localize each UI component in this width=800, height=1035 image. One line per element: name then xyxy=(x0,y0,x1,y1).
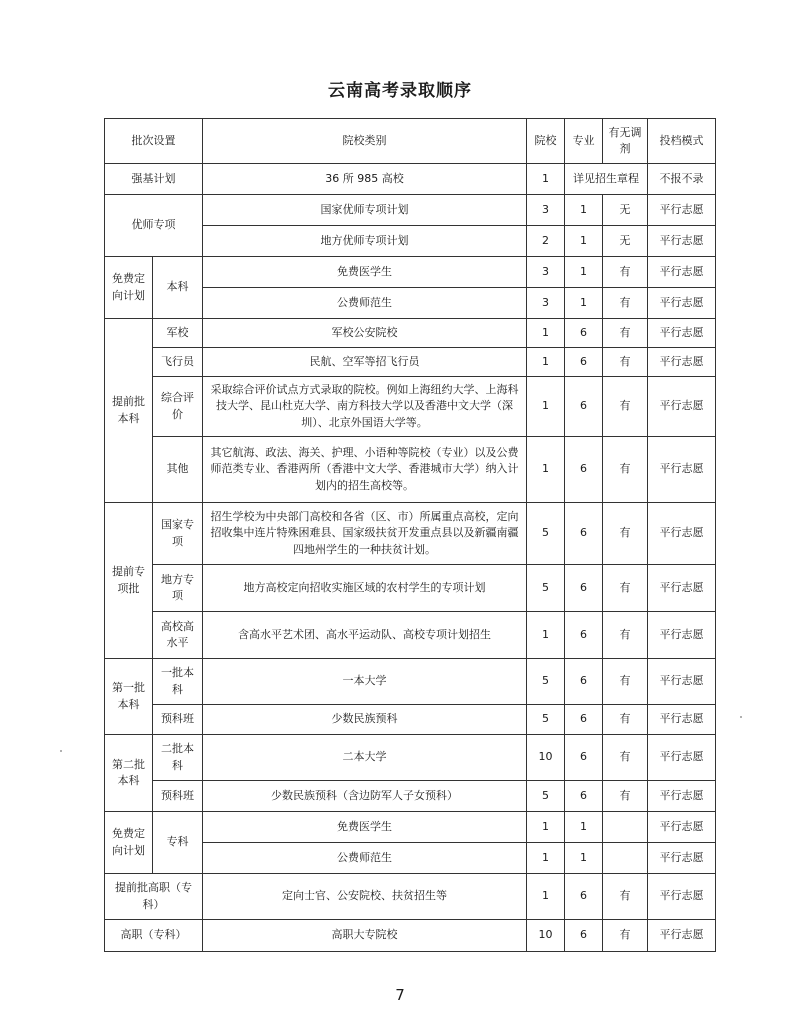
category-cell: 免费医学生 xyxy=(203,812,527,843)
table-row xyxy=(105,705,716,735)
majors-cell: 6 xyxy=(565,565,603,612)
majors-cell: 1 xyxy=(565,226,603,257)
adjust-cell: 有 xyxy=(603,288,648,319)
table-row xyxy=(105,781,716,812)
table-row xyxy=(105,503,716,565)
adjust-cell: 有 xyxy=(603,565,648,612)
mode-cell: 平行志愿 xyxy=(648,226,716,257)
adjust-cell: 有 xyxy=(603,659,648,705)
table-row xyxy=(105,377,716,437)
sub-batch-cell: 预科班 xyxy=(153,705,203,735)
schools-cell: 1 xyxy=(527,348,565,377)
majors-cell: 1 xyxy=(565,288,603,319)
table-row xyxy=(105,437,716,503)
majors-cell: 6 xyxy=(565,612,603,659)
category-cell: 一本大学 xyxy=(203,659,527,705)
header-mode: 投档模式 xyxy=(648,119,716,164)
schools-cell: 1 xyxy=(527,164,565,195)
adjust-cell: 有 xyxy=(603,437,648,503)
majors-cell: 1 xyxy=(565,257,603,288)
adjust-cell: 有 xyxy=(603,257,648,288)
schools-cell: 3 xyxy=(527,257,565,288)
sub-batch-cell: 高校高水平 xyxy=(153,612,203,659)
schools-cell: 3 xyxy=(527,195,565,226)
header-category: 院校类别 xyxy=(203,119,527,164)
adjust-cell xyxy=(603,843,648,874)
schools-cell: 5 xyxy=(527,705,565,735)
majors-cell: 6 xyxy=(565,920,603,952)
mode-cell: 不报不录 xyxy=(648,164,716,195)
mode-cell: 平行志愿 xyxy=(648,705,716,735)
sub-batch-cell: 军校 xyxy=(153,319,203,348)
category-cell: 高职大专院校 xyxy=(203,920,527,952)
adjust-cell: 有 xyxy=(603,874,648,920)
majors-cell: 1 xyxy=(565,195,603,226)
mode-cell: 平行志愿 xyxy=(648,659,716,705)
category-cell: 二本大学 xyxy=(203,735,527,781)
header-majors: 专业 xyxy=(565,119,603,164)
document-title: 云南高考录取顺序 xyxy=(328,81,472,101)
sub-batch-cell: 国家专项 xyxy=(153,503,203,565)
majors-cell: 6 xyxy=(565,874,603,920)
table-row xyxy=(105,920,716,952)
schools-cell: 1 xyxy=(527,812,565,843)
adjust-cell: 有 xyxy=(603,319,648,348)
schools-cell: 5 xyxy=(527,565,565,612)
schools-cell: 5 xyxy=(527,503,565,565)
category-cell: 免费医学生 xyxy=(203,257,527,288)
schools-cell: 5 xyxy=(527,659,565,705)
mode-cell: 平行志愿 xyxy=(648,377,716,437)
mode-cell: 平行志愿 xyxy=(648,781,716,812)
category-cell: 含高水平艺术团、高水平运动队、高校专项计划招生 xyxy=(203,612,527,659)
sub-batch-cell: 一批本科 xyxy=(153,659,203,705)
mode-cell: 平行志愿 xyxy=(648,874,716,920)
sub-batch-cell: 飞行员 xyxy=(153,348,203,377)
adjust-cell xyxy=(603,812,648,843)
mode-cell: 平行志愿 xyxy=(648,288,716,319)
schools-cell: 1 xyxy=(527,874,565,920)
majors-cell: 1 xyxy=(565,812,603,843)
scan-speck xyxy=(740,716,742,718)
mode-cell: 平行志愿 xyxy=(648,843,716,874)
majors-cell: 6 xyxy=(565,705,603,735)
batch-cell: 免费定向计划 xyxy=(105,812,153,874)
category-cell: 公费师范生 xyxy=(203,843,527,874)
batch-cell: 强基计划 xyxy=(105,164,203,195)
batch-cell: 第二批本科 xyxy=(105,735,153,812)
admission-order-table xyxy=(104,118,716,952)
category-cell: 36 所 985 高校 xyxy=(203,164,527,195)
majors-cell: 6 xyxy=(565,377,603,437)
table-row xyxy=(105,874,716,920)
mode-cell: 平行志愿 xyxy=(648,195,716,226)
majors-cell: 6 xyxy=(565,781,603,812)
majors-cell: 6 xyxy=(565,437,603,503)
adjust-cell: 有 xyxy=(603,781,648,812)
mode-cell: 平行志愿 xyxy=(648,920,716,952)
sub-batch-cell: 地方专项 xyxy=(153,565,203,612)
mode-cell: 平行志愿 xyxy=(648,348,716,377)
span-note-cell: 详见招生章程 xyxy=(565,164,648,195)
majors-cell: 6 xyxy=(565,659,603,705)
sub-batch-cell: 专科 xyxy=(153,812,203,874)
category-cell: 军校公安院校 xyxy=(203,319,527,348)
category-cell: 民航、空军等招飞行员 xyxy=(203,348,527,377)
mode-cell: 平行志愿 xyxy=(648,612,716,659)
batch-cell: 提前专项批 xyxy=(105,503,153,659)
batch-cell: 高职（专科） xyxy=(105,920,203,952)
table-row xyxy=(105,257,716,288)
majors-cell: 6 xyxy=(565,319,603,348)
category-cell: 其它航海、政法、海关、护理、小语种等院校（专业）以及公费师范类专业、香港两所（香港中文大学、香港城市大学）纳入计划内的招生高校等。 xyxy=(203,437,527,503)
mode-cell: 平行志愿 xyxy=(648,735,716,781)
schools-cell: 3 xyxy=(527,288,565,319)
mode-cell: 平行志愿 xyxy=(648,257,716,288)
table-row xyxy=(105,164,716,195)
sub-batch-cell: 本科 xyxy=(153,257,203,319)
sub-batch-cell: 其他 xyxy=(153,437,203,503)
header-batch: 批次设置 xyxy=(105,119,203,164)
table-row xyxy=(105,319,716,348)
adjust-cell: 无 xyxy=(603,195,648,226)
schools-cell: 1 xyxy=(527,437,565,503)
category-cell: 地方高校定向招收实施区域的农村学生的专项计划 xyxy=(203,565,527,612)
mode-cell: 平行志愿 xyxy=(648,503,716,565)
category-cell: 招生学校为中央部门高校和各省（区、市）所属重点高校，定向招收集中连片特殊困难县、国家级扶贫开发重点县以及新疆南疆四地州学生的一种扶贫计划。 xyxy=(203,503,527,565)
sub-batch-cell: 综合评价 xyxy=(153,377,203,437)
page-number: 7 xyxy=(395,986,405,1004)
table-header-row xyxy=(105,119,716,164)
table-row xyxy=(105,565,716,612)
majors-cell: 1 xyxy=(565,843,603,874)
schools-cell: 2 xyxy=(527,226,565,257)
category-cell: 采取综合评价试点方式录取的院校。例如上海纽约大学、上海科技大学、昆山杜克大学、南方科技大学以及香港中文大学（深圳）、北京外国语大学等。 xyxy=(203,377,527,437)
schools-cell: 1 xyxy=(527,377,565,437)
adjust-cell: 有 xyxy=(603,612,648,659)
category-cell: 定向士官、公安院校、扶贫招生等 xyxy=(203,874,527,920)
adjust-cell: 有 xyxy=(603,503,648,565)
table-row xyxy=(105,348,716,377)
adjust-cell: 无 xyxy=(603,226,648,257)
schools-cell: 1 xyxy=(527,843,565,874)
batch-cell: 第一批本科 xyxy=(105,659,153,735)
batch-cell: 提前批本科 xyxy=(105,319,153,503)
adjust-cell: 有 xyxy=(603,348,648,377)
schools-cell: 1 xyxy=(527,319,565,348)
category-cell: 公费师范生 xyxy=(203,288,527,319)
adjust-cell: 有 xyxy=(603,705,648,735)
table-row xyxy=(105,195,716,226)
table-row xyxy=(105,612,716,659)
majors-cell: 6 xyxy=(565,735,603,781)
batch-cell: 免费定向计划 xyxy=(105,257,153,319)
mode-cell: 平行志愿 xyxy=(648,812,716,843)
mode-cell: 平行志愿 xyxy=(648,319,716,348)
table-row xyxy=(105,812,716,843)
category-cell: 少数民族预科（含边防军人子女预科） xyxy=(203,781,527,812)
category-cell: 国家优师专项计划 xyxy=(203,195,527,226)
schools-cell: 10 xyxy=(527,735,565,781)
majors-cell: 6 xyxy=(565,503,603,565)
table-row xyxy=(105,735,716,781)
scan-speck xyxy=(60,750,62,752)
mode-cell: 平行志愿 xyxy=(648,437,716,503)
adjust-cell: 有 xyxy=(603,377,648,437)
batch-cell: 优师专项 xyxy=(105,195,203,257)
batch-cell: 提前批高职（专科） xyxy=(105,874,203,920)
header-schools: 院校 xyxy=(527,119,565,164)
schools-cell: 1 xyxy=(527,612,565,659)
schools-cell: 10 xyxy=(527,920,565,952)
adjust-cell: 有 xyxy=(603,920,648,952)
header-adjust: 有无调剂 xyxy=(603,119,648,164)
category-cell: 少数民族预科 xyxy=(203,705,527,735)
category-cell: 地方优师专项计划 xyxy=(203,226,527,257)
sub-batch-cell: 二批本科 xyxy=(153,735,203,781)
table-row xyxy=(105,659,716,705)
majors-cell: 6 xyxy=(565,348,603,377)
adjust-cell: 有 xyxy=(603,735,648,781)
sub-batch-cell: 预科班 xyxy=(153,781,203,812)
schools-cell: 5 xyxy=(527,781,565,812)
mode-cell: 平行志愿 xyxy=(648,565,716,612)
